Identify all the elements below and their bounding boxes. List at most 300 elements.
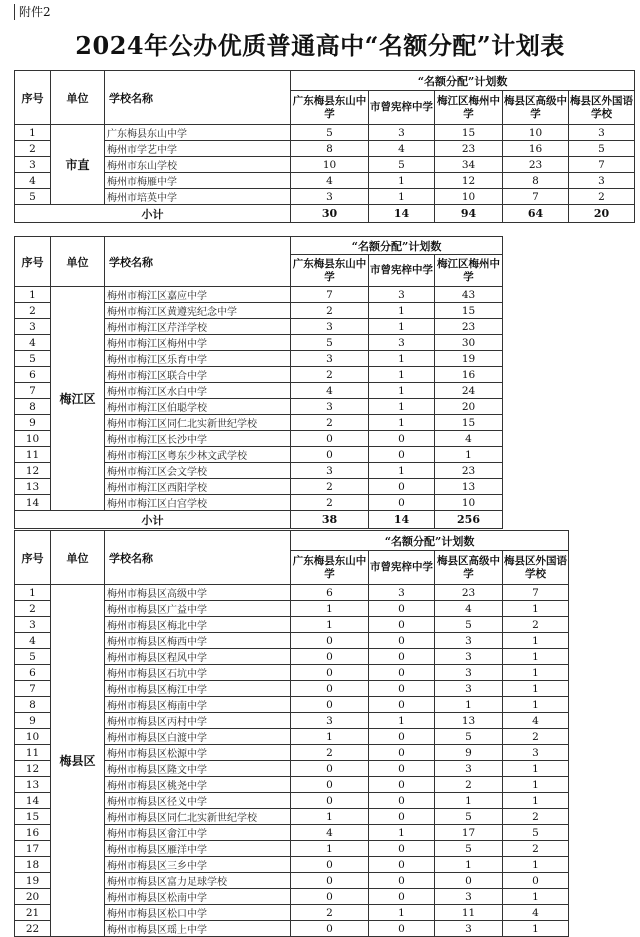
- unit-header: 单位: [51, 237, 105, 287]
- school-name: 梅州市梅江区梅州中学: [105, 335, 291, 351]
- row-number: 12: [15, 761, 51, 777]
- blank-cell: [569, 601, 635, 617]
- plan-value: 0: [291, 921, 369, 937]
- plan-value: 34: [435, 157, 503, 173]
- plan-value: 0: [369, 873, 435, 889]
- row-number: 1: [15, 287, 51, 303]
- row-number: 17: [15, 841, 51, 857]
- blank-cell: [569, 745, 635, 761]
- plan-value: 10: [503, 125, 569, 141]
- table-row: [15, 415, 635, 431]
- subtotal-value: 64: [503, 205, 569, 223]
- plan-value: 3: [435, 649, 503, 665]
- plan-value: 2: [503, 617, 569, 633]
- row-number: 7: [15, 383, 51, 399]
- plan-value: 3: [503, 745, 569, 761]
- row-number: 3: [15, 319, 51, 335]
- plan-table-3: [14, 530, 635, 937]
- plan-value: 0: [369, 761, 435, 777]
- row-number: 22: [15, 921, 51, 937]
- school-name: 梅州市梅县区丙村中学: [105, 713, 291, 729]
- school-name: 梅州市梅江区西阳学校: [105, 479, 291, 495]
- plan-value: 16: [435, 367, 503, 383]
- school-name: 梅州市梅江区伯聪学校: [105, 399, 291, 415]
- table-row: [15, 173, 635, 189]
- plan-value: 4: [291, 825, 369, 841]
- table-row: [15, 921, 635, 937]
- plan-value: 7: [291, 287, 369, 303]
- plan-value: 0: [503, 873, 569, 889]
- table-row: [15, 841, 635, 857]
- table-row: [15, 761, 635, 777]
- row-number: 13: [15, 777, 51, 793]
- plan-value: 0: [369, 793, 435, 809]
- blank-cell: [569, 585, 635, 601]
- plan-value: 1: [291, 841, 369, 857]
- plan-value: 20: [435, 399, 503, 415]
- plan-value: 2: [503, 729, 569, 745]
- school-name: 梅州市梅县区程风中学: [105, 649, 291, 665]
- row-number: 5: [15, 351, 51, 367]
- blank-cell: [503, 399, 635, 415]
- table-row: [15, 399, 635, 415]
- blank-cell: [503, 415, 635, 431]
- table-row: [15, 125, 635, 141]
- plan-value: 1: [291, 729, 369, 745]
- plan-count-header: “名额分配”计划数: [291, 531, 569, 551]
- school-name: 梅州市梅江区会文学校: [105, 463, 291, 479]
- blank-cell: [503, 495, 635, 511]
- school-name: 梅州市梅县区白渡中学: [105, 729, 291, 745]
- plan-count-header: “名额分配”计划数: [291, 237, 503, 255]
- plan-value: 3: [435, 761, 503, 777]
- column-header-2: 市曾宪梓中学: [369, 551, 435, 585]
- column-header-3: 梅江区梅州中学: [435, 255, 503, 287]
- attachment-label: 附件2: [14, 4, 51, 20]
- school-name: 梅州市梅江区同仁北实新世纪学校: [105, 415, 291, 431]
- table-row: [15, 157, 635, 173]
- row-number: 15: [15, 809, 51, 825]
- table-row: [15, 141, 635, 157]
- plan-value: 1: [291, 601, 369, 617]
- row-number: 6: [15, 367, 51, 383]
- row-number: 10: [15, 431, 51, 447]
- table-row: [15, 287, 635, 303]
- school-name: 梅州市培英中学: [105, 189, 291, 205]
- blank-cell: [503, 383, 635, 399]
- plan-value: 15: [435, 303, 503, 319]
- plan-value: 0: [291, 447, 369, 463]
- plan-value: 19: [435, 351, 503, 367]
- table-row: [15, 351, 635, 367]
- column-header-2: 市曾宪梓中学: [369, 255, 435, 287]
- plan-value: 0: [291, 697, 369, 713]
- plan-value: 3: [435, 681, 503, 697]
- plan-value: 7: [503, 585, 569, 601]
- plan-value: 5: [435, 729, 503, 745]
- unit-name: 梅江区: [51, 287, 105, 511]
- blank-cell: [569, 905, 635, 921]
- plan-value: 2: [435, 777, 503, 793]
- table-row: [15, 431, 635, 447]
- table-row: [15, 303, 635, 319]
- plan-value: 3: [369, 287, 435, 303]
- table-row: [15, 383, 635, 399]
- plan-value: 1: [369, 825, 435, 841]
- school-name: 梅州市梅县区松口中学: [105, 905, 291, 921]
- school-name: 梅州市东山学校: [105, 157, 291, 173]
- subtotal-label: 小计: [15, 205, 291, 223]
- table-row: [15, 633, 635, 649]
- table-row: [15, 873, 635, 889]
- plan-value: 0: [369, 681, 435, 697]
- plan-value: 0: [369, 889, 435, 905]
- school-name: 梅州市梅江区粤东少林文武学校: [105, 447, 291, 463]
- plan-value: 0: [291, 873, 369, 889]
- plan-value: 4: [291, 173, 369, 189]
- plan-value: 3: [569, 125, 635, 141]
- plan-value: 0: [291, 681, 369, 697]
- column-header-1: 广东梅县东山中学: [291, 255, 369, 287]
- plan-value: 8: [503, 173, 569, 189]
- row-number: 4: [15, 633, 51, 649]
- school-name: 梅州市梅县区高级中学: [105, 585, 291, 601]
- blank-cell: [569, 809, 635, 825]
- plan-value: 23: [435, 585, 503, 601]
- plan-value: 4: [503, 713, 569, 729]
- table-row: [15, 905, 635, 921]
- plan-value: 3: [291, 399, 369, 415]
- plan-value: 2: [569, 189, 635, 205]
- row-number: 8: [15, 697, 51, 713]
- plan-value: 23: [503, 157, 569, 173]
- plan-value: 3: [435, 921, 503, 937]
- plan-value: 2: [291, 495, 369, 511]
- plan-value: 0: [369, 745, 435, 761]
- blank-cell: [569, 649, 635, 665]
- row-number: 1: [15, 125, 51, 141]
- blank-cell: [569, 825, 635, 841]
- subtotal-value: 14: [369, 511, 435, 529]
- plan-value: 1: [369, 319, 435, 335]
- plan-value: 13: [435, 713, 503, 729]
- blank-cell: [569, 921, 635, 937]
- blank-cell: [569, 793, 635, 809]
- plan-value: 7: [503, 189, 569, 205]
- plan-value: 15: [435, 125, 503, 141]
- plan-value: 23: [435, 141, 503, 157]
- table-row: [15, 713, 635, 729]
- plan-value: 10: [435, 495, 503, 511]
- row-number: 20: [15, 889, 51, 905]
- plan-value: 1: [503, 633, 569, 649]
- plan-table-1: [14, 70, 635, 223]
- blank-cell: [503, 335, 635, 351]
- plan-value: 5: [435, 809, 503, 825]
- plan-value: 1: [503, 857, 569, 873]
- subtotal-value: 20: [569, 205, 635, 223]
- plan-value: 0: [369, 447, 435, 463]
- plan-value: 3: [569, 173, 635, 189]
- table-row: [15, 681, 635, 697]
- blank-cell: [569, 633, 635, 649]
- blank-cell: [503, 463, 635, 479]
- plan-value: 4: [291, 383, 369, 399]
- table-row: [15, 617, 635, 633]
- plan-value: 3: [291, 319, 369, 335]
- plan-value: 2: [291, 905, 369, 921]
- plan-value: 1: [369, 713, 435, 729]
- school-name: 梅州市梅雁中学: [105, 173, 291, 189]
- school-name: 梅州市梅江区芹洋学校: [105, 319, 291, 335]
- blank-cell: [503, 447, 635, 463]
- row-number: 3: [15, 617, 51, 633]
- row-number: 1: [15, 585, 51, 601]
- table-row: [15, 479, 635, 495]
- plan-value: 0: [369, 649, 435, 665]
- table-row: [15, 335, 635, 351]
- plan-value: 1: [435, 793, 503, 809]
- plan-value: 10: [291, 157, 369, 173]
- plan-value: 2: [291, 367, 369, 383]
- school-header: 学校名称: [105, 237, 291, 287]
- plan-value: 5: [291, 125, 369, 141]
- plan-value: 8: [291, 141, 369, 157]
- school-name: 梅州市梅县区同仁北实新世纪学校: [105, 809, 291, 825]
- plan-value: 0: [291, 857, 369, 873]
- plan-value: 0: [369, 617, 435, 633]
- plan-value: 3: [435, 633, 503, 649]
- plan-value: 1: [503, 601, 569, 617]
- plan-value: 1: [435, 697, 503, 713]
- plan-value: 2: [503, 809, 569, 825]
- blank-cell: [569, 857, 635, 873]
- plan-value: 15: [435, 415, 503, 431]
- subtotal-row: [15, 205, 635, 223]
- school-name: 梅州市梅江区嘉应中学: [105, 287, 291, 303]
- row-number: 2: [15, 601, 51, 617]
- table-row: [15, 665, 635, 681]
- school-name: 梅州市梅县区桃尧中学: [105, 777, 291, 793]
- column-header-4: 梅县区外国语学校: [503, 551, 569, 585]
- table-row: [15, 189, 635, 205]
- table-row: [15, 889, 635, 905]
- table-row: [15, 777, 635, 793]
- plan-value: 12: [435, 173, 503, 189]
- plan-value: 16: [503, 141, 569, 157]
- blank-cell: [569, 697, 635, 713]
- row-number: 6: [15, 665, 51, 681]
- row-number: 14: [15, 793, 51, 809]
- school-name: 梅州市学艺中学: [105, 141, 291, 157]
- subtotal-value: 30: [291, 205, 369, 223]
- row-number: 2: [15, 303, 51, 319]
- school-name: 梅州市梅县区梅北中学: [105, 617, 291, 633]
- plan-value: 0: [291, 777, 369, 793]
- row-number: 18: [15, 857, 51, 873]
- plan-value: 24: [435, 383, 503, 399]
- plan-value: 2: [291, 303, 369, 319]
- blank-cell: [503, 511, 635, 529]
- school-name: 梅州市梅县区松南中学: [105, 889, 291, 905]
- school-name: 梅州市梅县区径义中学: [105, 793, 291, 809]
- blank-cell: [569, 873, 635, 889]
- plan-value: 0: [369, 921, 435, 937]
- row-number: 5: [15, 189, 51, 205]
- plan-value: 0: [369, 665, 435, 681]
- row-number: 11: [15, 447, 51, 463]
- plan-value: 0: [369, 809, 435, 825]
- plan-value: 3: [369, 335, 435, 351]
- plan-value: 4: [435, 431, 503, 447]
- plan-value: 23: [435, 319, 503, 335]
- plan-value: 3: [369, 585, 435, 601]
- plan-value: 43: [435, 287, 503, 303]
- blank-cell: [569, 729, 635, 745]
- plan-value: 1: [503, 793, 569, 809]
- row-number: 4: [15, 173, 51, 189]
- school-name: 梅州市梅县区广益中学: [105, 601, 291, 617]
- table-row: [15, 697, 635, 713]
- plan-value: 1: [291, 617, 369, 633]
- school-name: 梅州市梅县区梅南中学: [105, 697, 291, 713]
- blank-cell: [569, 889, 635, 905]
- plan-value: 0: [369, 857, 435, 873]
- school-name: 梅州市梅江区联合中学: [105, 367, 291, 383]
- blank-cell: [569, 681, 635, 697]
- school-name: 梅州市梅县区梅江中学: [105, 681, 291, 697]
- school-name: 梅州市梅江区黄遵宪纪念中学: [105, 303, 291, 319]
- plan-value: 0: [369, 729, 435, 745]
- plan-value: 1: [369, 351, 435, 367]
- column-header-4: 梅县区高级中学: [503, 91, 569, 125]
- plan-value: 5: [503, 825, 569, 841]
- subtotal-value: 14: [369, 205, 435, 223]
- school-name: 梅州市梅县区畲江中学: [105, 825, 291, 841]
- plan-value: 1: [369, 399, 435, 415]
- plan-value: 23: [435, 463, 503, 479]
- row-number: 14: [15, 495, 51, 511]
- school-name: 梅州市梅县区雁洋中学: [105, 841, 291, 857]
- blank-cell: [503, 351, 635, 367]
- plan-value: 1: [369, 383, 435, 399]
- unit-header: 单位: [51, 531, 105, 585]
- plan-value: 2: [291, 415, 369, 431]
- row-number: 16: [15, 825, 51, 841]
- plan-value: 0: [291, 633, 369, 649]
- plan-value: 0: [291, 761, 369, 777]
- column-header-1: 广东梅县东山中学: [291, 551, 369, 585]
- plan-value: 0: [369, 495, 435, 511]
- plan-value: 1: [503, 921, 569, 937]
- plan-value: 3: [291, 713, 369, 729]
- school-name: 梅州市梅县区梅西中学: [105, 633, 291, 649]
- plan-value: 0: [369, 601, 435, 617]
- plan-value: 0: [369, 633, 435, 649]
- table-row: [15, 793, 635, 809]
- row-number: 9: [15, 713, 51, 729]
- plan-value: 3: [291, 189, 369, 205]
- table-row: [15, 447, 635, 463]
- plan-value: 0: [435, 873, 503, 889]
- row-number: 13: [15, 479, 51, 495]
- plan-value: 13: [435, 479, 503, 495]
- plan-value: 0: [369, 841, 435, 857]
- seq-header: 序号: [15, 237, 51, 287]
- plan-value: 5: [435, 841, 503, 857]
- school-header: 学校名称: [105, 71, 291, 125]
- row-number: 3: [15, 157, 51, 173]
- school-name: 梅州市梅江区乐育中学: [105, 351, 291, 367]
- table-row: [15, 857, 635, 873]
- plan-value: 1: [291, 809, 369, 825]
- row-number: 2: [15, 141, 51, 157]
- plan-value: 1: [435, 857, 503, 873]
- table-row: [15, 825, 635, 841]
- plan-value: 0: [369, 479, 435, 495]
- table-row: [15, 649, 635, 665]
- plan-value: 2: [503, 841, 569, 857]
- blank-cell: [569, 841, 635, 857]
- plan-value: 5: [369, 157, 435, 173]
- table-row: [15, 495, 635, 511]
- column-header-5: 梅县区外国语学校: [569, 91, 635, 125]
- table-row: [15, 367, 635, 383]
- school-header: 学校名称: [105, 531, 291, 585]
- plan-value: 4: [369, 141, 435, 157]
- blank-cell: [569, 531, 635, 585]
- blank-cell: [569, 761, 635, 777]
- plan-value: 0: [369, 431, 435, 447]
- page-title: 2024年公办优质普通高中“名额分配”计划表: [75, 31, 565, 60]
- school-name: 广东梅县东山中学: [105, 125, 291, 141]
- plan-value: 0: [291, 793, 369, 809]
- table-row: [15, 463, 635, 479]
- row-number: 5: [15, 649, 51, 665]
- plan-value: 0: [291, 889, 369, 905]
- plan-count-header: “名额分配”计划数: [291, 71, 635, 91]
- row-number: 12: [15, 463, 51, 479]
- school-name: 梅州市梅县区隆文中学: [105, 761, 291, 777]
- plan-value: 1: [369, 189, 435, 205]
- row-number: 4: [15, 335, 51, 351]
- school-name: 梅州市梅江区长沙中学: [105, 431, 291, 447]
- blank-cell: [569, 777, 635, 793]
- plan-value: 1: [369, 905, 435, 921]
- blank-cell: [503, 431, 635, 447]
- blank-cell: [569, 617, 635, 633]
- blank-cell: [503, 237, 635, 287]
- table-row: [15, 601, 635, 617]
- plan-value: 1: [503, 649, 569, 665]
- plan-value: 7: [569, 157, 635, 173]
- plan-value: 1: [369, 415, 435, 431]
- plan-value: 1: [369, 367, 435, 383]
- plan-value: 0: [369, 697, 435, 713]
- subtotal-value: 256: [435, 511, 503, 529]
- table-row: [15, 729, 635, 745]
- column-header-3: 梅县区高级中学: [435, 551, 503, 585]
- table-row: [15, 809, 635, 825]
- plan-value: 3: [435, 889, 503, 905]
- seq-header: 序号: [15, 531, 51, 585]
- blank-cell: [503, 479, 635, 495]
- plan-value: 4: [435, 601, 503, 617]
- plan-value: 6: [291, 585, 369, 601]
- school-name: 梅州市梅江区水白中学: [105, 383, 291, 399]
- unit-header: 单位: [51, 71, 105, 125]
- seq-header: 序号: [15, 71, 51, 125]
